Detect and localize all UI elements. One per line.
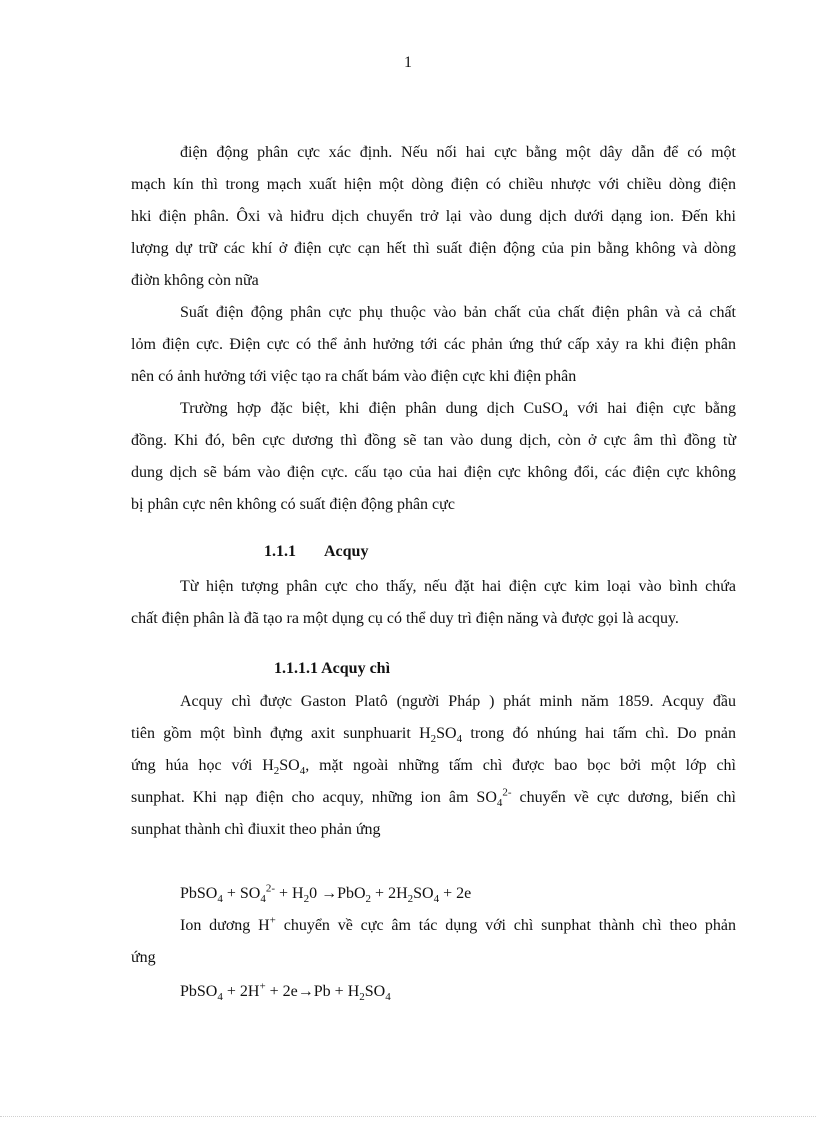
text-line: sunphat thành chì điuxit theo phản ứng xyxy=(131,821,381,838)
text-line: tiên gồm một bình đựng axit sunphuarit $H_2SO_4$ trong đó nhúng hai tấm chì. Do pnản xyxy=(131,725,737,746)
text-line: ứng xyxy=(131,949,156,966)
text-line: mạch kín thì trong mạch xuất hiện một dòng điện có chiều nhược với chiều dòng điện xyxy=(131,176,736,193)
section-title: Acquy xyxy=(324,543,369,560)
equation-2: PbSO$_4$ + $2H^+ + 2e\to Pb + H_2SO_4$ xyxy=(180,980,391,1004)
text-line: Từ hiện tượng phân cực cho thấy, nếu đặt hai điện cực kim loại vào bình chứa xyxy=(180,578,736,595)
subsection-heading xyxy=(274,659,390,679)
section-number: 1.1.1 xyxy=(264,543,296,560)
text-line: điờn không còn nữa xyxy=(131,272,259,289)
reaction-arrow: → xyxy=(297,983,314,1000)
text-line: lỏm điện cực. Điện cực có thể ảnh hưởng tới các phản ứng thứ cấp xảy ra khi điện phân xyxy=(131,336,736,353)
page-bottom-divider xyxy=(0,1116,816,1117)
text-line: lượng dự trữ các khí ở điện cực cạn hết thì suất điện động của pin bằng không và dòng xyxy=(131,240,736,257)
text-line: Suất điện động phân cực phụ thuộc vào bản chất của chất điện phân và cả chất xyxy=(180,304,736,321)
text-line: ứng húa học với $H_2SO_4$, mặt ngoài những tấm chì được bao bọc bởi một lớp chì xyxy=(131,757,736,778)
text-line: dung dịch sẽ bám vào điện cực. cấu tạo của hai điện cực không đổi, các điện cực không xyxy=(131,464,736,481)
text-line: Ion dương H+ chuyển về cực âm tác dụng với chì sunphat thành chì theo phản xyxy=(180,914,736,934)
reaction-arrow: → xyxy=(321,885,338,902)
subsection-number: 1.1.1.1 xyxy=(274,660,318,677)
text-line: chất điện phân là đã tạo ra một dụng cụ có thể duy trì điện năng và được gọi là acquy. xyxy=(131,610,679,627)
section-heading xyxy=(264,542,368,562)
text-line: bị phân cực nên không có suất điện động phân cực xyxy=(131,496,455,513)
text-line: Acquy chì được Gaston Platô (người Pháp ) phát minh năm 1859. Acquy đầu xyxy=(180,693,736,710)
subsection-title: Acquy chì xyxy=(321,660,391,677)
text-line: điện động phân cực xác định. Nếu nối hai cực bằng một dây dẫn để có một xyxy=(180,144,736,161)
text-line: hki điện phân. Ôxi và hiđru dịch chuyển trở lại vào dung dịch dưới dạng ion. Đến khi xyxy=(131,208,736,225)
page-number: 1 xyxy=(404,54,412,71)
text-line: nên có ảnh hưởng tới việc tạo ra chất bám vào điện cực khi điện phân xyxy=(131,368,577,385)
equation-1: PbSO$_4$ + $SO_4^{2-} + H_20 \to PbO_2 + 2H_2SO_4 + 2e$ xyxy=(180,882,472,906)
text-line: đồng. Khi đó, bên cực dương thì đồng sẽ tan vào dung dịch, còn ở cực âm thì đồng từ xyxy=(131,432,736,449)
text-line: Trường hợp đặc biệt, khi điện phân dung dịch CuSO$_4$ với hai điện cực bằng xyxy=(180,400,736,421)
text-line: sunphat. Khi nạp điện cho acquy, những ion âm $SO_4^{2-}$ chuyển về cực dương, biến chì xyxy=(131,786,736,810)
